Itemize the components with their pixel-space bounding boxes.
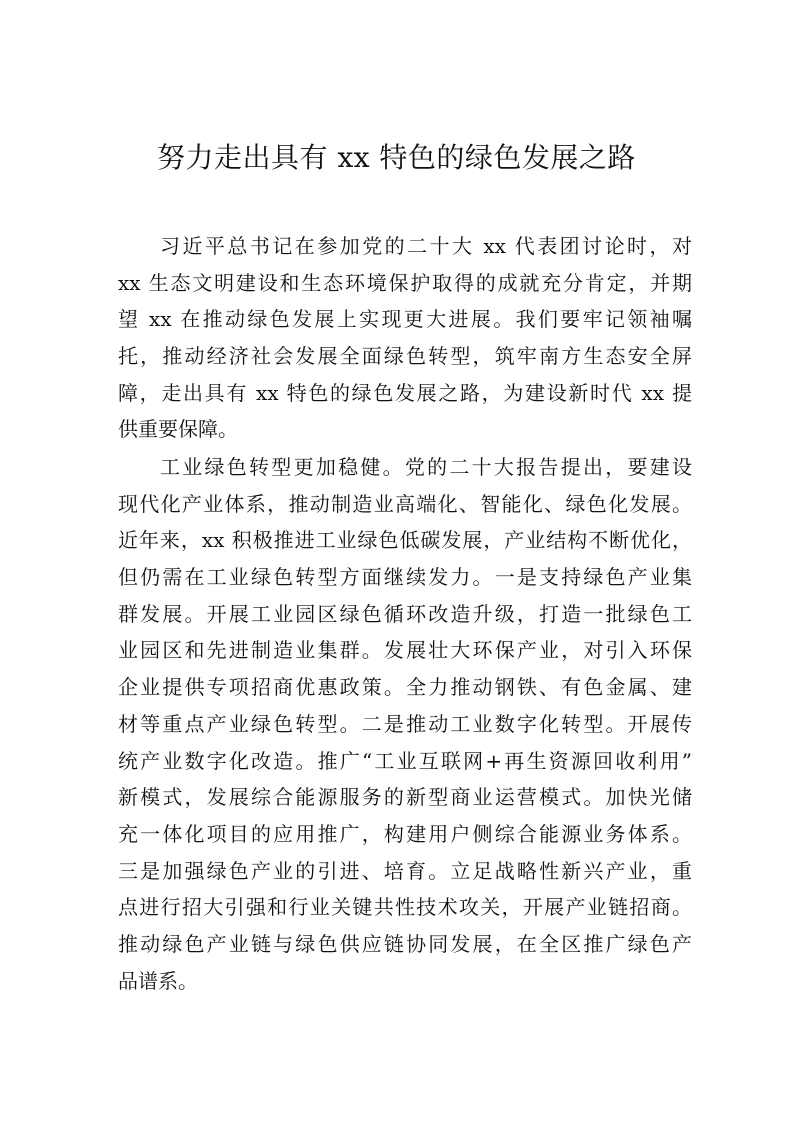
- document-title: 努力走出具有 xx 特色的绿色发展之路: [157, 141, 636, 174]
- text-line: 品谱系。: [118, 968, 198, 993]
- text-line: 材等重点产业绿色转型。二是推动工业数字化转型。开展传: [118, 711, 692, 736]
- text-line: 充一体化项目的应用推广，构建用户侧综合能源业务体系。: [118, 821, 692, 846]
- text-line: 业园区和先进制造业集群。发展壮大环保产业，对引入环保: [118, 638, 692, 663]
- text-line: 望 xx 在推动绿色发展上实现更大进展。我们要牢记领袖嘱: [118, 307, 692, 332]
- text-line: 托，推动经济社会发展全面绿色转型，筑牢南方生态安全屏: [118, 344, 692, 369]
- paragraph-intro: [118, 228, 692, 448]
- text-line: 企业提供专项招商优惠政策。全力推动钢铁、有色金属、建: [118, 675, 692, 700]
- text-line: 推动绿色产业链与绿色供应链协同发展，在全区推广绿色产: [118, 931, 692, 956]
- text-line: 点进行招大引强和行业关键共性技术攻关，开展产业链招商。: [118, 895, 692, 920]
- paragraph-industrial-transformation: [118, 449, 692, 999]
- text-line: 现代化产业体系，推动制造业高端化、智能化、绿色化发展。: [118, 491, 692, 516]
- text-line: xx 生态文明建设和生态环境保护取得的成就充分肯定，并期: [118, 270, 692, 295]
- text-line: 新模式，发展综合能源服务的新型商业运营模式。加快光储: [118, 785, 692, 810]
- text-line: 但仍需在工业绿色转型方面继续发力。一是支持绿色产业集: [118, 565, 692, 590]
- text-line: 供重要保障。: [118, 417, 238, 442]
- text-line: 障，走出具有 xx 特色的绿色发展之路，为建设新时代 xx 提: [118, 380, 692, 405]
- text-line: 群发展。开展工业园区绿色循环改造升级，打造一批绿色工: [118, 601, 692, 626]
- text-line: 统产业数字化改造。推广“工业互联网+再生资源回收利用”: [118, 748, 692, 773]
- text-line: 习近平总书记在参加党的二十大 xx 代表团讨论时，对: [160, 234, 692, 258]
- text-line: 近年来，xx 积极推进工业绿色低碳发展，产业结构不断优化，: [118, 528, 692, 553]
- text-line: 三是加强绿色产业的引进、培育。立足战略性新兴产业，重: [118, 858, 692, 883]
- text-line: 工业绿色转型更加稳健。党的二十大报告提出，要建设: [160, 455, 692, 479]
